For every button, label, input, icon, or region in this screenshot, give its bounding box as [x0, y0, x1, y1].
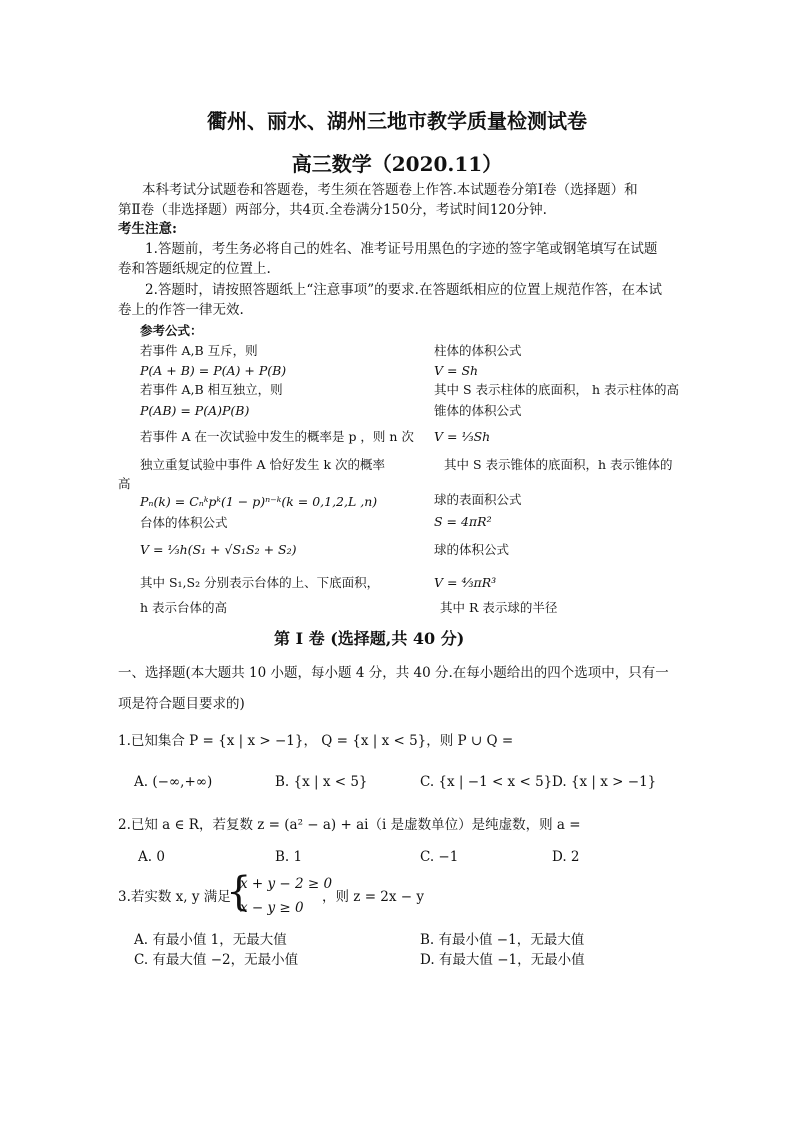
formula-prism-heading: 柱体的体积公式 [434, 343, 522, 358]
intro-line-2: 第Ⅱ卷（非选择题）两部分，共4页.全卷满分150分，考试时间120分钟. [118, 202, 547, 218]
formula-sphere-note: 其中 R 表示球的半径 [440, 600, 558, 615]
question-3-condition-1: x + y − 2 ≥ 0 [240, 876, 333, 892]
section-instructions-line-2: 项是符合题目要求的) [118, 696, 245, 712]
formula-independent: 若事件 A,B 相互独立，则 [140, 382, 283, 397]
formula-binomial: Pₙ(k) = Cₙᵏpᵏ(1 − p)ⁿ⁻ᵏ(k = 0,1,2,L ,n) [140, 494, 378, 509]
exam-title: 衢州、丽水、湖州三地市教学质量检测试卷 [207, 109, 587, 133]
question-3-option-a[interactable]: A. 有最小值 1，无最大值 [134, 932, 287, 948]
formula-sphere-area: S = 4πR² [434, 514, 492, 529]
formula-sphere-area-heading: 球的表面积公式 [434, 492, 522, 507]
question-1-option-c[interactable]: C. {x | −1 < x < 5} [420, 774, 553, 790]
formula-mutually-exclusive: 若事件 A,B 互斥，则 [140, 343, 258, 358]
formula-product-probability: P(AB) = P(A)P(B) [140, 403, 250, 418]
question-3-option-c[interactable]: C. 有最大值 −2，无最小值 [134, 952, 299, 968]
formula-sphere-volume: V = ⁴⁄₃πR³ [434, 575, 497, 590]
question-1-option-d[interactable]: D. {x | x > −1} [552, 774, 657, 790]
question-1-stem: 1.已知集合 P = {x | x > −1}， Q = {x | x < 5}，则 P ∪ Q = [118, 733, 514, 749]
formula-frustum-height-note: h 表示台体的高 [140, 600, 228, 615]
intro-line-1: 本科考试分试题卷和答题卷，考生须在答题卷上作答.本试题卷分第Ⅰ卷（选择题）和 [142, 182, 638, 198]
exam-subtitle: 高三数学（2020.11） [291, 152, 503, 176]
question-2-option-b[interactable]: B. 1 [275, 849, 303, 865]
question-2-option-a[interactable]: A. 0 [138, 849, 165, 865]
notice-item-2-line-2: 卷上的作答一律无效. [118, 302, 244, 318]
question-3-option-b[interactable]: B. 有最小值 −1，无最大值 [420, 932, 585, 948]
notice-item-2-line-1: 2.答题时，请按照答题纸上“注意事项”的要求.在答题纸相应的位置上规范作答，在本试 [145, 282, 662, 298]
formula-cone-heading: 锥体的体积公式 [434, 403, 522, 418]
formula-prism-note: 其中 S 表示柱体的底面积， h 表示柱体的高 [434, 382, 680, 397]
formula-prism-volume: V = Sh [434, 363, 479, 378]
formulas-heading: 参考公式： [140, 323, 203, 338]
notice-item-1-line-2: 卷和答题纸规定的位置上. [118, 261, 271, 277]
section-instructions-line-1: 一、选择题(本大题共 10 小题，每小题 4 分，共 40 分.在每小题给出的四个选项中，只有一 [118, 665, 669, 681]
section-title: 第 Ⅰ 卷 (选择题,共 40 分) [274, 629, 465, 648]
question-3-stem-prefix: 3.若实数 x, y 满足 [118, 889, 231, 905]
question-2-stem: 2.已知 a ∈ R，若复数 z = (a² − a) + ai（i 是虚数单位）是纯虚数，则 a = [118, 817, 581, 833]
formula-frustum-heading: 台体的体积公式 [140, 515, 228, 530]
question-1-option-a[interactable]: A. (−∞,+∞) [134, 774, 213, 790]
formula-frustum-note: 其中 S₁,S₂ 分别表示台体的上、下底面积， [140, 575, 380, 590]
question-1-option-b[interactable]: B. {x | x < 5} [275, 774, 368, 790]
formula-cone-volume: V = ⅓Sh [434, 429, 491, 444]
question-2-option-d[interactable]: D. 2 [552, 849, 580, 865]
formula-cone-note: 其中 S 表示锥体的底面积，h 表示锥体的 [444, 457, 673, 472]
system-brace: { [226, 869, 252, 915]
question-3-stem-suffix: ，则 z = 2x − y [322, 889, 425, 905]
formula-trial-probability: 若事件 A 在一次试验中发生的概率是 p ，则 n 次 [140, 429, 414, 444]
formula-frustum-volume: V = ⅓h(S₁ + √S₁S₂ + S₂) [140, 542, 297, 557]
notice-heading: 考生注意: [118, 221, 177, 237]
notice-item-1-line-1: 1.答题前，考生务必将自己的姓名、准考证号用黑色的字迹的签字笔或钢笔填写在试题 [145, 241, 658, 257]
formula-binomial-desc: 独立重复试验中事件 A 恰好发生 k 次的概率 [140, 457, 385, 472]
formula-sum-probability: P(A + B) = P(A) + P(B) [140, 363, 287, 378]
formula-sphere-volume-heading: 球的体积公式 [434, 542, 510, 557]
question-3-condition-2: x − y ≥ 0 [240, 900, 304, 916]
question-3-option-d[interactable]: D. 有最大值 −1，无最小值 [420, 952, 585, 968]
question-2-option-c[interactable]: C. −1 [420, 849, 459, 865]
formula-binomial-desc-wrap: 高 [118, 476, 131, 491]
